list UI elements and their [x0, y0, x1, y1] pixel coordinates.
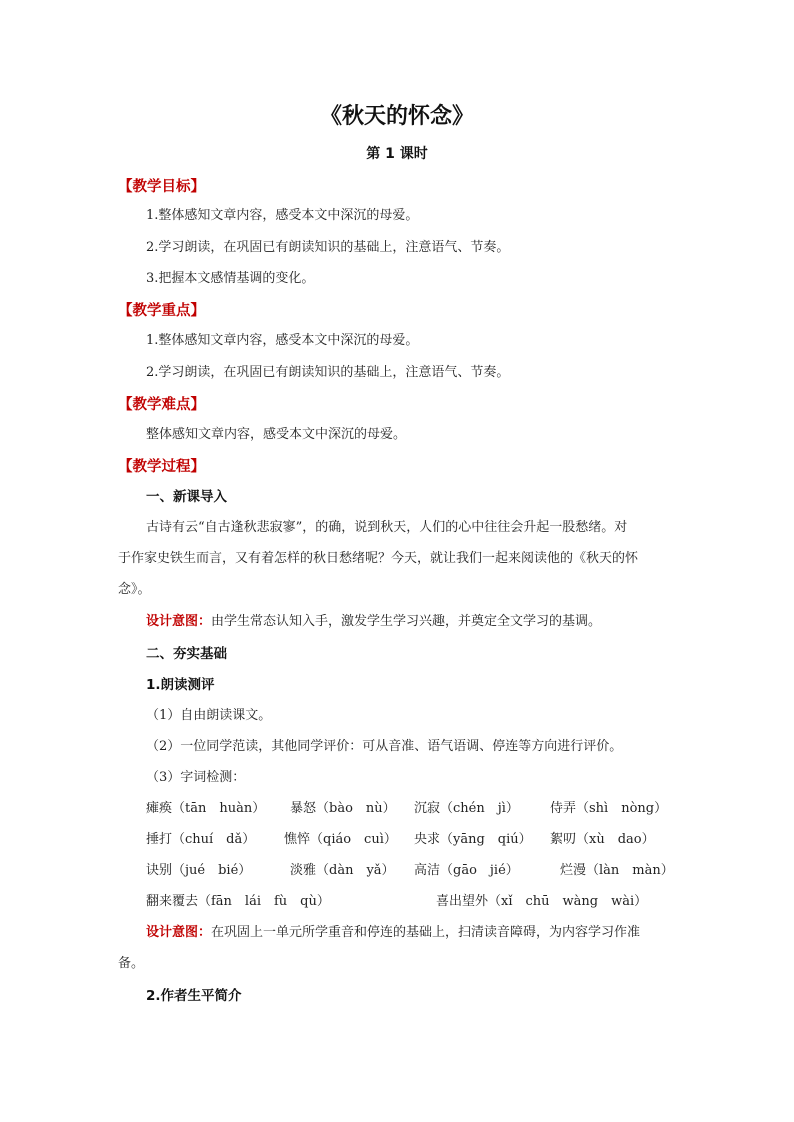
difficulty-text: 整体感知文章内容，感受本文中深沉的母爱。 [146, 427, 407, 442]
design-intent-text: 在巩固上一单元所学重音和停连的基础上，扫清读音障碍，为内容学习作准 [211, 925, 641, 940]
intro-paragraph-line: 古诗有云“自古逢秋悲寂寥”，的确，说到秋天，人们的心中往往会升起一股愁绪。对 [146, 520, 628, 535]
design-intent-1 [146, 611, 706, 633]
design-intent-2 [146, 922, 706, 944]
vocab-item: 絮叨（xù dao） [550, 832, 655, 847]
vocab-row [146, 891, 686, 913]
step-item: （2）一位同学范读，其他同学评价：可从音准、语气语调、停连等方向进行评价。 [146, 739, 623, 754]
step-item: （1）自由朗读课文。 [146, 708, 272, 723]
author-bio-title: 2.作者生平简介 [146, 988, 242, 1004]
vocab-row [146, 798, 686, 820]
process-heading: 【教学过程】 [118, 459, 205, 475]
section-basics-title: 二、夯实基础 [146, 646, 227, 662]
intro-paragraph-line: 念》。 [118, 582, 151, 597]
intro-paragraph-line: 于作家史铁生而言，又有着怎样的秋日愁绪呢？今天，就让我们一起来阅读他的《秋天的怀 [118, 551, 639, 566]
vocab-row [146, 829, 686, 851]
vocab-item: 捶打（chuí dǎ） [146, 832, 256, 847]
key-points-heading: 【教学重点】 [118, 303, 205, 319]
vocab-item: 翻来覆去（fān lái fù qù） [146, 894, 330, 909]
key-point-item: 1.整体感知文章内容，感受本文中深沉的母爱。 [146, 333, 419, 348]
objectives-heading: 【教学目标】 [118, 179, 205, 195]
vocab-item: 淡雅（dàn yǎ） [290, 863, 395, 878]
vocab-item: 喜出望外（xǐ chū wàng wài） [436, 894, 648, 909]
vocab-item: 烂漫（làn màn） [560, 863, 674, 878]
objective-item: 2.学习朗读，在巩固已有朗读知识的基础上，注意语气、节奏。 [146, 240, 510, 255]
lesson-period: 第 1 课时 [366, 146, 428, 162]
vocab-item: 央求（yāng qiú） [414, 832, 532, 847]
design-intent-text-continued: 备。 [118, 956, 145, 971]
design-intent-label: 设计意图： [146, 614, 212, 629]
design-intent-text: 由学生常态认知入手，激发学生学习兴趣，并奠定全文学习的基调。 [211, 614, 602, 629]
step-item: （3）字词检测： [146, 770, 246, 785]
document-title: 《秋天的怀念》 [319, 104, 474, 129]
vocab-item: 瘫痪（tān huàn） [146, 801, 266, 816]
section-intro-title: 一、新课导入 [146, 489, 227, 505]
key-point-item: 2.学习朗读，在巩固已有朗读知识的基础上，注意语气、节奏。 [146, 365, 510, 380]
vocab-item: 憔悴（qiáo cuì） [284, 832, 397, 847]
vocab-item: 沉寂（chén jì） [414, 801, 519, 816]
objective-item: 1.整体感知文章内容，感受本文中深沉的母爱。 [146, 208, 419, 223]
objective-item: 3.把握本文感情基调的变化。 [146, 271, 315, 286]
vocab-item: 侍弄（shì nòng） [550, 801, 668, 816]
reading-assessment-title: 1.朗读测评 [146, 677, 215, 693]
difficulties-heading: 【教学难点】 [118, 397, 205, 413]
vocab-row [146, 860, 686, 882]
vocab-item: 暴怒（bào nù） [290, 801, 396, 816]
design-intent-label: 设计意图： [146, 925, 212, 940]
vocab-item: 高洁（gāo jié） [414, 863, 519, 878]
vocab-item: 诀别（jué bié） [146, 863, 252, 878]
